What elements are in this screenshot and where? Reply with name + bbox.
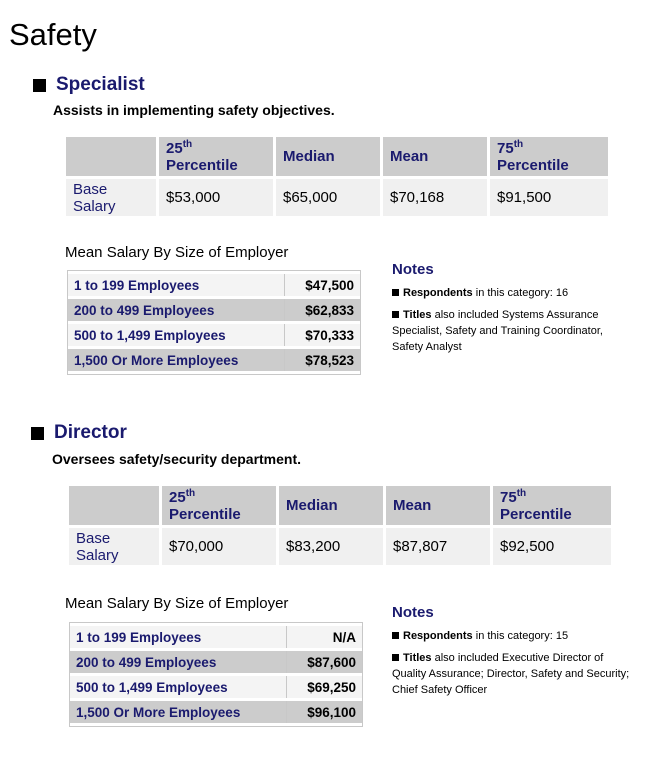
section-heading	[31, 422, 127, 444]
square-bullet-icon	[392, 632, 399, 639]
mean-salary-title: Mean Salary By Size of Employer	[65, 244, 289, 261]
square-bullet-icon	[392, 654, 399, 661]
salary-table	[66, 483, 614, 568]
square-bullet-icon	[392, 289, 399, 296]
header-median: Median	[279, 486, 383, 525]
size-value: $70,333	[285, 324, 360, 346]
note-titles: Titles also included Executive Director of Quality Assurance; Director, Safety and Security; Chief Safety Officer	[392, 652, 630, 696]
value-median: $83,200	[279, 528, 383, 565]
header-median: Median	[276, 137, 380, 176]
section-title: Director	[54, 422, 127, 443]
table-row	[68, 324, 360, 346]
employer-size-table	[69, 622, 363, 727]
header-25th-percentile: 25th Percentile	[162, 486, 276, 525]
section-description: Oversees safety/security department.	[52, 451, 302, 467]
table-row	[68, 349, 360, 371]
square-bullet-icon	[31, 427, 44, 440]
row-label-base-salary: Base Salary	[66, 179, 156, 216]
header-25th-percentile: 25th Percentile	[159, 137, 273, 176]
notes-title: Notes	[392, 261, 434, 278]
notes-title: Notes	[392, 604, 434, 621]
size-value: $78,523	[285, 349, 360, 371]
size-label: 1,500 Or More Employees	[68, 349, 285, 371]
table-row	[70, 626, 362, 648]
note-titles: Titles also included Systems Assurance Specialist, Safety and Training Coordinator, Safety Analyst	[392, 309, 603, 353]
header-75th-percentile: 75th Percentile	[490, 137, 608, 176]
header-75th-percentile: 75th Percentile	[493, 486, 611, 525]
size-label: 200 to 499 Employees	[70, 651, 287, 673]
size-label: 500 to 1,499 Employees	[68, 324, 285, 346]
value-median: $65,000	[276, 179, 380, 216]
section-description: Assists in implementing safety objectives.	[53, 102, 335, 118]
size-label: 1 to 199 Employees	[70, 626, 287, 648]
page-title: Safety	[9, 17, 97, 52]
header-mean: Mean	[383, 137, 487, 176]
size-label: 1,500 Or More Employees	[70, 701, 287, 723]
mean-salary-title: Mean Salary By Size of Employer	[65, 595, 289, 612]
size-value: $62,833	[285, 299, 360, 321]
table-row	[70, 651, 362, 673]
square-bullet-icon	[33, 79, 46, 92]
value-mean: $70,168	[383, 179, 487, 216]
value-75th-percentile: $91,500	[490, 179, 608, 216]
row-label-base-salary: Base Salary	[69, 528, 159, 565]
section-heading	[33, 74, 145, 96]
table-corner-cell	[69, 486, 159, 525]
size-value: $96,100	[287, 701, 362, 723]
size-value: $69,250	[287, 676, 362, 698]
salary-table	[63, 134, 611, 219]
table-row	[70, 676, 362, 698]
value-75th-percentile: $92,500	[493, 528, 611, 565]
size-value: N/A	[287, 626, 362, 648]
square-bullet-icon	[392, 311, 399, 318]
notes-panel	[392, 261, 632, 361]
value-25th-percentile: $70,000	[162, 528, 276, 565]
table-row	[68, 299, 360, 321]
table-row	[70, 701, 362, 723]
size-label: 200 to 499 Employees	[68, 299, 285, 321]
size-value: $87,600	[287, 651, 362, 673]
size-label: 1 to 199 Employees	[68, 274, 285, 296]
value-mean: $87,807	[386, 528, 490, 565]
note-respondents: Respondents in this category: 15	[392, 628, 632, 644]
value-25th-percentile: $53,000	[159, 179, 273, 216]
section-title: Specialist	[56, 74, 145, 95]
size-label: 500 to 1,499 Employees	[70, 676, 287, 698]
table-corner-cell	[66, 137, 156, 176]
size-value: $47,500	[285, 274, 360, 296]
notes-panel	[392, 604, 632, 704]
table-row	[68, 274, 360, 296]
header-mean: Mean	[386, 486, 490, 525]
note-respondents: Respondents in this category: 16	[392, 285, 632, 301]
employer-size-table	[67, 270, 361, 375]
